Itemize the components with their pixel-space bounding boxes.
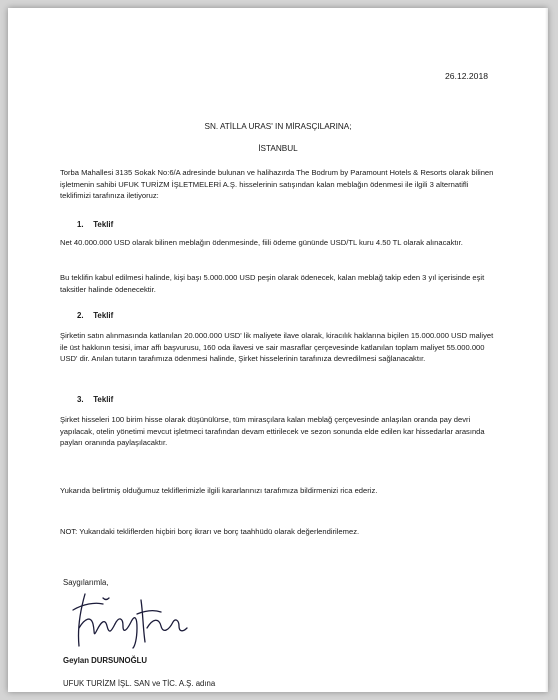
addressee-city: İSTANBUL bbox=[258, 144, 298, 153]
handwritten-signature bbox=[63, 588, 193, 650]
signer-name: Geylan DURSUNOĞLU bbox=[63, 656, 148, 665]
offer-2-paragraph-1: Şirketin satın alınmasında katlanılan 20.000.000 USD' lik maliyete ilave olarak, kiracılık haklarına biçilen 15.000.000 USD maliyet ile üst hakkının tesisi, imar affı başvurusu, 160 oda ilavesi ve sair masraflar çerçevesinde katlanılan toplam maliyet 55.000.000 USD' dir. Anılan tutarın tarafımıza ödenmesi halinde, Şirket hisselerinin tarafınıza devredilmesi sağlanacaktır. bbox=[60, 331, 494, 364]
company-name: UFUK TURİZM İŞL. SAN ve TİC. A.Ş. adına bbox=[63, 679, 216, 688]
offer-1-paragraph-2: Bu teklifin kabul edilmesi halinde, kişi başı 5.000.000 USD peşin olarak ödenecek, kalan meblağ takip eden 3 yıl içerisinde eşit taksitler halinde ödenecektir. bbox=[60, 273, 485, 294]
letter-date: 26.12.2018 bbox=[445, 71, 489, 81]
offer-2-heading bbox=[77, 311, 113, 320]
offer-3-paragraph-1: Şirket hisseleri 100 birim hisse olarak düşünülürse, tüm mirasçılara kalan meblağ çerçevesinde anlaşılan oranda pay devri yapılacak, otelin yönetimi mevcut işletmeci tarafından devam ettirilecek ve sezon sonunda elde edilen kar hissedarlar arasında payları oranında paylaşılacaktır. bbox=[60, 415, 485, 448]
offer-1-paragraph-1: Net 40.000.000 USD olarak bilinen meblağın ödenmesinde, fiili ödeme gününde USD/TL kuru 4.50 TL olarak alınacaktır. bbox=[60, 238, 463, 247]
offer-2-number: 2. bbox=[77, 311, 84, 320]
note-paragraph: NOT: Yukarıdaki tekliflerden hiçbiri borç ikrarı ve borç taahhüdü olarak değerlendirilemez. bbox=[60, 527, 360, 536]
offer-1-number: 1. bbox=[77, 220, 84, 229]
addressee-line: SN. ATİLLA URAS' IN MİRASÇILARINA; bbox=[204, 122, 352, 131]
letter-page bbox=[8, 8, 548, 692]
intro-paragraph: Torba Mahallesi 3135 Sokak No:6/A adresinde bulunan ve halihazırda The Bodrum by Paramount Hotels & Resorts olarak bilinen işletmenin sahibi UFUK TURİZM İŞLETMELERİ A.Ş. hisselerinin satışından kalan meblağın ödenmesi ile ilgili 3 alternatifli teklifimizi tarafınıza iletiyoruz: bbox=[60, 168, 494, 201]
offer-3-title: Teklif bbox=[93, 395, 114, 404]
regards-text: Saygılarımla, bbox=[63, 578, 109, 587]
closing-paragraph: Yukarıda belirtmiş olduğumuz tekliflerimizle ilgili kararlarınızı tarafımıza bildirmenizi rica ederiz. bbox=[60, 486, 378, 495]
offer-3-heading bbox=[77, 395, 113, 404]
offer-3-number: 3. bbox=[77, 395, 84, 404]
offer-2-title: Teklif bbox=[93, 311, 114, 320]
offer-1-heading bbox=[77, 220, 113, 229]
offer-1-title: Teklif bbox=[93, 220, 114, 229]
